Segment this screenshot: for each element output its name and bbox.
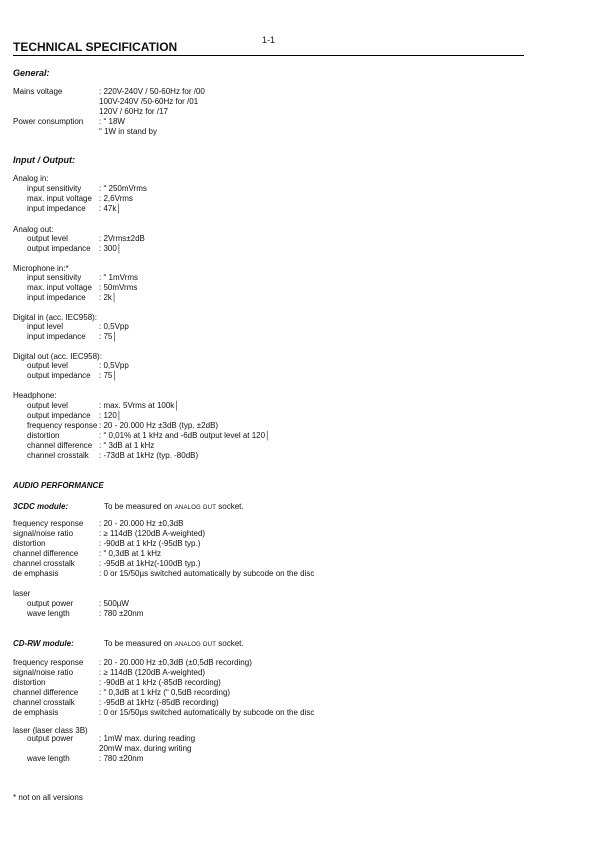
spec-value: : ʺ 0,3dB at 1 kHz <box>99 549 161 558</box>
page-number: 1-1 <box>262 35 276 45</box>
spec-label: output level <box>27 401 68 410</box>
spec-label: input impedance <box>27 204 86 213</box>
spec-value: : 75│ <box>99 371 118 380</box>
spec-value: : 2,6Vrms <box>99 194 133 203</box>
spec-label: Power consumption <box>13 117 84 126</box>
cdc-laser-heading: laser <box>13 589 31 598</box>
cdrw-note-socket: ANALOG OUT <box>174 642 217 648</box>
cdrw-measure-note <box>104 639 244 648</box>
spec-label: channel crosstalk <box>27 451 89 460</box>
spec-label: distortion <box>13 678 46 687</box>
spec-value: : 300│ <box>99 244 122 253</box>
analog-out-heading: Analog out: <box>13 225 54 234</box>
spec-label: output impedance <box>27 244 91 253</box>
spec-value: : ʺ 1mVrms <box>99 273 138 282</box>
cdrw-note-end: socket. <box>216 639 244 648</box>
spec-label: input sensitivity <box>27 184 82 193</box>
spec-label: max. input voltage <box>27 194 92 203</box>
digital-in-heading: Digital in (acc. IEC958): <box>13 313 98 322</box>
spec-label: signal/noise ratio <box>13 668 74 677</box>
spec-value: : 120│ <box>99 411 122 420</box>
spec-label: wave length <box>27 754 70 763</box>
analog-in-heading: Analog in: <box>13 174 49 183</box>
general-heading: General: <box>13 68 50 78</box>
spec-value: : ʺ 250mVrms <box>99 184 147 193</box>
spec-label: output impedance <box>27 411 91 420</box>
spec-label: output power <box>27 734 74 743</box>
spec-value: 120V / 60Hz for /17 <box>99 107 168 116</box>
digital-out-heading: Digital out (acc. IEC958): <box>13 352 102 361</box>
microphone-in-heading: Microphone in:* <box>13 264 69 273</box>
title-rule <box>13 55 524 56</box>
spec-value: : 220V-240V / 50-60Hz for /00 <box>99 87 205 96</box>
spec-value: : 500µW <box>99 599 129 608</box>
spec-label: output level <box>27 234 68 243</box>
footnote: * not on all versions <box>13 793 83 802</box>
spec-value: : 0,5Vpp <box>99 322 129 331</box>
spec-value: : 47k│ <box>99 204 122 213</box>
spec-label: Mains voltage <box>13 87 63 96</box>
spec-value: : 20 - 20.000 Hz ±0,3dB <box>99 519 184 528</box>
spec-label: channel difference <box>13 549 79 558</box>
spec-value: : -95dB at 1kHz (-85dB recording) <box>99 698 219 707</box>
spec-value: : 0 or 15/50µs switched automatically by subcode on the disc <box>99 569 315 578</box>
spec-value: : ʺ 18W <box>99 117 125 126</box>
spec-value: : ≥ 114dB (120dB A-weighted) <box>99 529 206 538</box>
cdc-note-end: socket. <box>216 502 244 511</box>
spec-label: input sensitivity <box>27 273 82 282</box>
spec-label: input level <box>27 322 64 331</box>
audio-performance-heading: AUDIO PERFORMANCE <box>13 481 104 490</box>
spec-value: : 0,5Vpp <box>99 361 129 370</box>
spec-value: 20mW max. during writing <box>99 744 192 753</box>
spec-value: : 2k│ <box>99 293 117 302</box>
spec-value: : ≥ 114dB (120dB A-weighted) <box>99 668 206 677</box>
spec-label: frequency response <box>13 658 84 667</box>
spec-value: : -90dB at 1 kHz (-85dB recording) <box>99 678 221 687</box>
spec-label: input impedance <box>27 293 86 302</box>
spec-label: de emphasis <box>13 708 59 717</box>
spec-label: wave length <box>27 609 70 618</box>
cdc-note-text: To be measured on <box>104 502 175 511</box>
spec-label: channel crosstalk <box>13 698 75 707</box>
cdrw-module-heading: CD-RW module: <box>13 639 74 648</box>
headphone-heading: Headphone: <box>13 391 57 400</box>
spec-value: : 75│ <box>99 332 118 341</box>
spec-value: : 780 ±20nm <box>99 754 144 763</box>
cdc-module-heading: 3CDC module: <box>13 502 69 511</box>
spec-value: : 50mVrms <box>99 283 138 292</box>
page-title: TECHNICAL SPECIFICATION <box>13 40 178 54</box>
spec-value: 100V-240V /50-60Hz for /01 <box>99 97 199 106</box>
spec-label: signal/noise ratio <box>13 529 74 538</box>
spec-value: : 780 ±20nm <box>99 609 144 618</box>
spec-label: frequency response <box>27 421 98 430</box>
io-heading: Input / Output: <box>13 155 75 165</box>
spec-value: ʺ 1W in stand by <box>99 127 157 136</box>
spec-label: distortion <box>27 431 60 440</box>
spec-value: : 20 - 20.000 Hz ±0,3dB (±0,5dB recording) <box>99 658 252 667</box>
spec-label: distortion <box>13 539 46 548</box>
spec-label: channel crosstalk <box>13 559 75 568</box>
spec-value: : ʺ 0,01% at 1 kHz and -6dB output level at 120│ <box>99 431 271 440</box>
spec-value: : 0 or 15/50µs switched automatically by subcode on the disc <box>99 708 315 717</box>
spec-label: channel difference <box>13 688 79 697</box>
spec-label: output power <box>27 599 74 608</box>
spec-label: output impedance <box>27 371 91 380</box>
spec-value: : 2Vrms±2dB <box>99 234 145 243</box>
spec-label: input impedance <box>27 332 86 341</box>
cdrw-note-text: To be measured on <box>104 639 175 648</box>
spec-value: : -95dB at 1kHz(-100dB typ.) <box>99 559 201 568</box>
spec-value: : ʺ 3dB at 1 kHz <box>99 441 155 450</box>
spec-label: frequency response <box>13 519 84 528</box>
cdc-note-socket: ANALOG OUT <box>174 505 217 511</box>
spec-value: : ʺ 0,3dB at 1 kHz (ʺ 0,5dB recording) <box>99 688 231 697</box>
spec-value: : -90dB at 1 kHz (-95dB typ.) <box>99 539 201 548</box>
spec-label: max. input voltage <box>27 283 92 292</box>
spec-label: output level <box>27 361 68 370</box>
spec-value: : 20 - 20.000 Hz ±3dB (typ. ±2dB) <box>99 421 219 430</box>
cdrw-laser-heading: laser (laser class 3B) <box>13 726 88 735</box>
spec-value: : -73dB at 1kHz (typ. -80dB) <box>99 451 199 460</box>
spec-value: : max. 5Vrms at 100k│ <box>99 401 180 410</box>
spec-label: channel difference <box>27 441 93 450</box>
spec-value: : 1mW max. during reading <box>99 734 196 743</box>
spec-label: de emphasis <box>13 569 59 578</box>
cdc-measure-note <box>104 502 244 511</box>
